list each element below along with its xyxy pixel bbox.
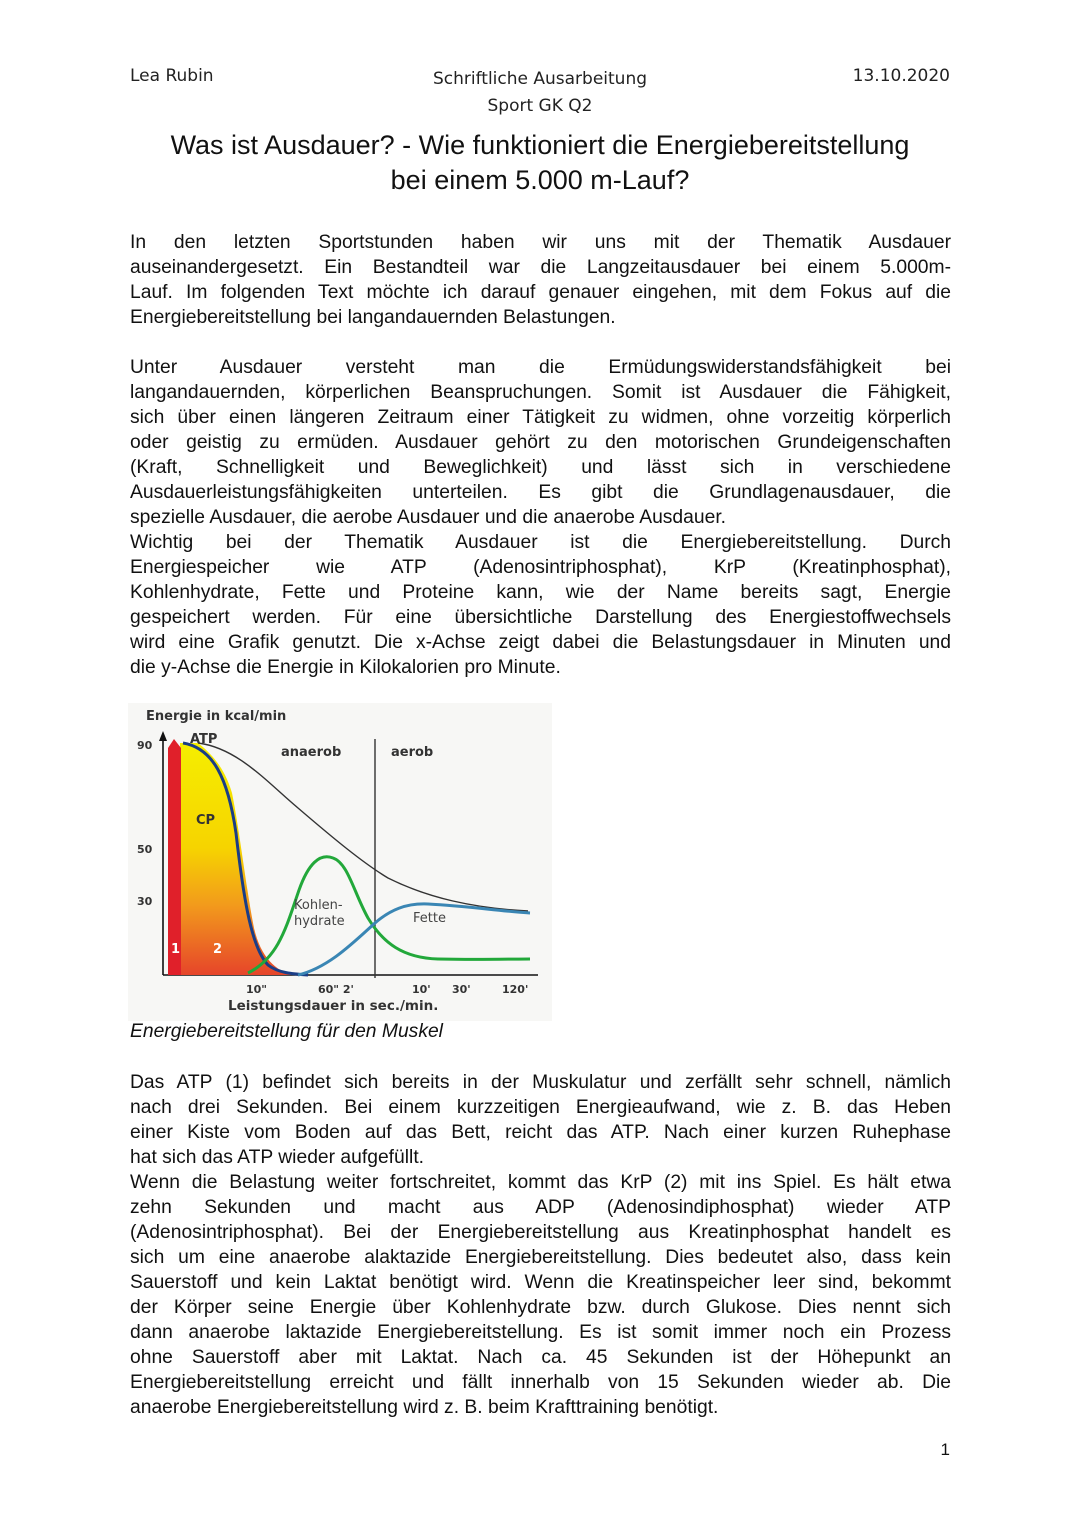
text-line: Kohlenhydrate, Fette und Proteine kann, wie der Name bereits sagt, Energie — [130, 582, 951, 603]
phase-label-anaerob: anaerob — [281, 745, 342, 760]
cp-area-number: 2 — [213, 942, 223, 957]
y-tick-30: 30 — [137, 895, 153, 908]
text-line: Energiespeicher wie ATP (Adenosintriphosphat), KrP (Kreatinphosphat), — [130, 557, 951, 578]
text-line: Energiebereitstellung erreicht und fällt innerhalb von 15 Sekunden wieder ab. Die — [130, 1372, 951, 1393]
text-line: (Adenosintriphosphat). Bei der Energiebereitstellung aus Kreatinphosphat handelt es — [130, 1222, 951, 1243]
text-line: gespeichert werden. Für eine übersichtliche Darstellung des Energiestoffwechsels — [130, 607, 951, 628]
header-doc-type: Schriftliche Ausarbeitung — [432, 69, 648, 89]
text-line: langandauernden, körperlichen Beanspruchungen. Somit ist Ausdauer die Fähigkeit, — [130, 382, 951, 403]
y-tick-50: 50 — [137, 843, 153, 856]
text-line: sich um eine anaerobe alaktazide Energiebereitstellung. Dies bedeutet also, dass kein — [130, 1247, 951, 1268]
x-tick-120m: 120' — [502, 983, 529, 996]
text-line: Sauerstoff und kein Laktat benötigt wird. Wenn die Kreatinspeicher leer sind, bekommt — [130, 1272, 951, 1293]
x-axis-label: Leistungsdauer in sec./min. — [228, 998, 439, 1014]
atp-area-number: 1 — [171, 942, 181, 957]
text-line: zehn Sekunden und macht aus ADP (Adenosindiphosphat) wieder ATP — [130, 1197, 951, 1218]
x-tick-10m: 10' — [412, 983, 431, 996]
text-line: oder geistig zu ermüden. Ausdauer gehört zu den motorischen Grundeigenschaften — [130, 432, 951, 453]
x-tick-60s-2m: 60" 2' — [318, 983, 354, 996]
text-line: In den letzten Sportstunden haben wir uns mit der Thematik Ausdauer — [130, 232, 951, 253]
text-line: Energiebereitstellung bei langandauernden Belastungen. — [130, 307, 616, 328]
title-line-1: Was ist Ausdauer? - Wie funktioniert die Energiebereitstellung — [170, 130, 910, 160]
carbohydrates-label-line-1: Kohlen- — [294, 898, 343, 913]
author-name: Lea Rubin — [130, 66, 214, 86]
figure-caption: Energiebereitstellung für den Muskel — [130, 1021, 443, 1042]
y-tick-90: 90 — [137, 739, 153, 752]
text-line: ohne Sauerstoff aber mit Laktat. Nach ca. 45 Sekunden ist der Höhepunkt an — [130, 1347, 951, 1368]
text-line: spezielle Ausdauer, die aerobe Ausdauer und die anaerobe Ausdauer. — [130, 507, 727, 528]
text-line: auseinandergesetzt. Ein Bestandteil war die Langzeitausdauer bei einem 5.000m- — [130, 257, 951, 278]
page-title — [110, 128, 970, 198]
text-line: Unter Ausdauer versteht man die Ermüdungswiderstandsfähigkeit bei — [130, 357, 951, 378]
header-course: Sport GK Q2 — [487, 96, 593, 116]
page-number: 1 — [940, 1440, 950, 1459]
text-line: die y-Achse die Energie in Kilokalorien pro Minute. — [130, 657, 561, 678]
energy-supply-chart — [128, 703, 552, 1021]
cp-series-label: CP — [196, 813, 216, 828]
text-line: einer Kiste vom Boden auf das Bett, reicht das ATP. Nach einer kurzen Ruhephase — [130, 1122, 951, 1143]
text-line: wird eine Grafik genutzt. Die x-Achse zeigt dabei die Belastungsdauer in Minuten und — [130, 632, 951, 653]
text-line: Wichtig bei der Thematik Ausdauer ist die Energiebereitstellung. Durch — [130, 532, 951, 553]
text-line: nach drei Sekunden. Bei einem kurzzeitigen Energieaufwand, wie z. B. das Heben — [130, 1097, 951, 1118]
text-line: Ausdauerleistungsfähigkeiten unterteilen. Es gibt die Grundlagenausdauer, die — [130, 482, 951, 503]
carbohydrates-label-line-2: hydrate — [294, 914, 345, 929]
fats-series-label: Fette — [413, 911, 446, 926]
text-line: der Körper seine Energie über Kohlenhydrate bzw. durch Glukose. Dies nennt sich — [130, 1297, 951, 1318]
y-axis-label: Energie in kcal/min — [146, 709, 287, 724]
atp-krp-paragraph — [130, 1070, 951, 1420]
text-line: hat sich das ATP wieder aufgefüllt. — [130, 1147, 425, 1168]
title-line-2: bei einem 5.000 m-Lauf? — [390, 165, 690, 195]
phase-label-aerob: aerob — [391, 745, 434, 760]
x-tick-10s: 10" — [246, 983, 268, 996]
atp-area — [168, 748, 181, 975]
text-line: sich über einen längeren Zeitraum einer Tätigkeit zu widmen, ohne vorzeitig körperlich — [130, 407, 951, 428]
text-line: (Kraft, Schnelligkeit und Beweglichkeit) und lässt sich in verschiedene — [130, 457, 951, 478]
x-tick-30m: 30' — [452, 983, 471, 996]
document-date: 13.10.2020 — [852, 66, 950, 86]
intro-paragraph — [130, 230, 951, 330]
text-line: Lauf. Im folgenden Text möchte ich darauf genauer eingehen, mit dem Fokus auf die — [130, 282, 951, 303]
text-line: Das ATP (1) befindet sich bereits in der Muskulatur und zerfällt sehr schnell, nämlich — [130, 1072, 951, 1093]
atp-series-label: ATP — [190, 732, 218, 747]
text-line: dann anaerobe laktazide Energiebereitstellung. Es ist somit immer noch ein Prozess — [130, 1322, 951, 1343]
definition-paragraph — [130, 355, 951, 680]
text-line: Wenn die Belastung weiter fortschreitet, kommt das KrP (2) mit ins Spiel. Es hält etwa — [130, 1172, 951, 1193]
text-line: anaerobe Energiebereitstellung wird z. B. beim Krafttraining benötigt. — [130, 1397, 719, 1418]
